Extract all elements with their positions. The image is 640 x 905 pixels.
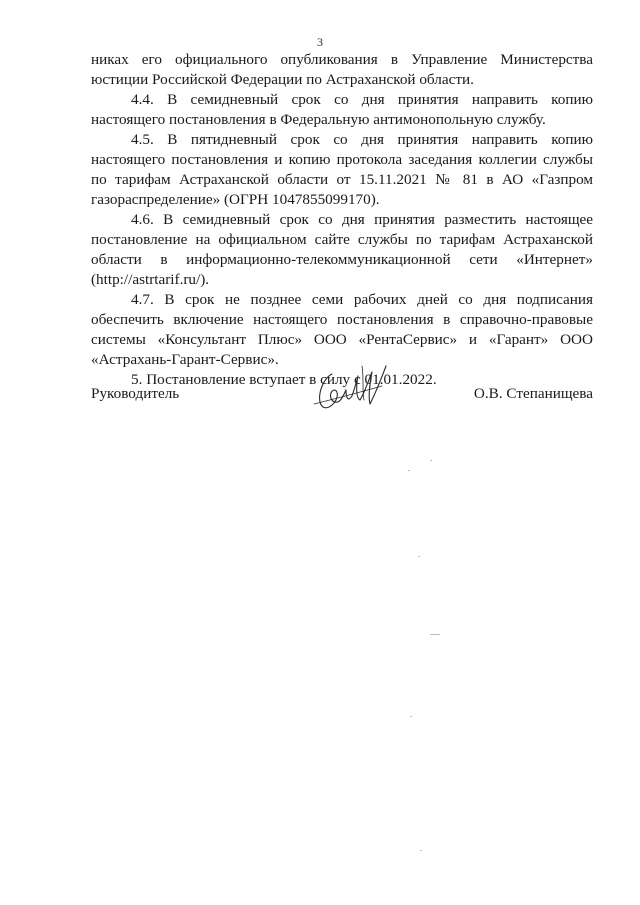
document-body [91,50,593,390]
scan-speck [418,556,420,557]
paragraph-continuation: никах его официального опубликования в Управление Министерства юстиции Российской Федерации по Астраханской области. [91,51,593,88]
paragraph-5: 5. Постановление вступает в силу с 01.01.2022. [131,371,437,388]
paragraph-4-6: 4.6. В семидневный срок со дня принятия разместить настоящее постановление на официальном сайте службы по тарифам Астраханской области в информационно-телекоммуникационной сети «Интернет» (http://astrtarif.ru/). [91,211,593,288]
handwritten-signature [310,360,390,418]
scan-speck [410,716,412,717]
scan-speck [430,634,440,635]
scan-speck [430,460,432,461]
scan-speck [420,850,422,851]
signatory-name: О.В. Степанищева [473,385,593,402]
paragraph-4-4: 4.4. В семидневный срок со дня принятия направить копию настоящего постановления в Федеральную антимонопольную службу. [91,91,593,128]
scan-speck [408,470,410,471]
paragraph-4-7: 4.7. В срок не позднее семи рабочих дней со дня подписания обеспечить включение настоящего постановления в справочно-правовые системы «Консультант Плюс» ООО «РентаСервис» и «Гарант» ООО «Астрахань-Гарант-Сервис». [91,291,593,368]
page-number: 3 [317,35,323,49]
signatory-title: Руководитель [91,385,180,402]
paragraph-4-5: 4.5. В пятидневный срок со дня принятия направить копию настоящего постановления и копию протокола заседания коллегии службы по тарифам Астраханской области от 15.11.2021 № 81 в АО «Газпром газораспределение» (ОГРН 1047855099170). [91,131,593,208]
